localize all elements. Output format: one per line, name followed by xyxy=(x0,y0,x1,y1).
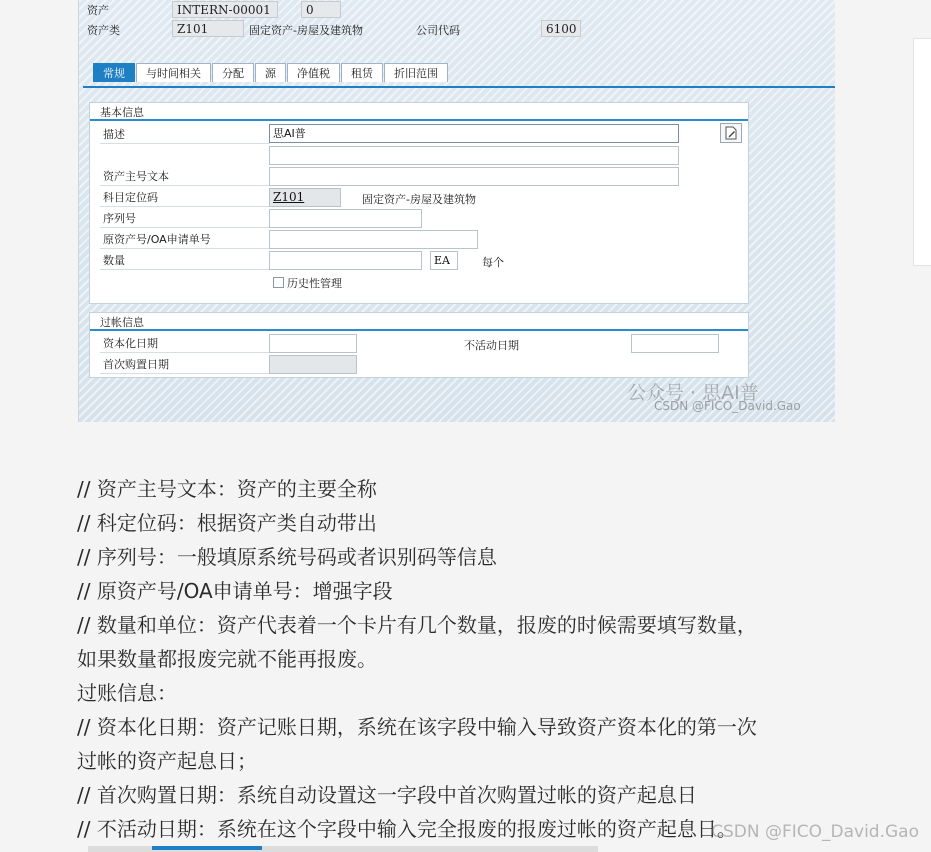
tab-underline xyxy=(83,86,835,88)
article-body xyxy=(77,472,847,846)
asset-class-field[interactable]: Z101 xyxy=(172,20,244,37)
description-label: 描述 xyxy=(100,125,270,144)
next-image-accent xyxy=(152,846,262,850)
unit-input[interactable]: EA xyxy=(430,251,458,270)
article-line: 如果数量都报废完就不能再报废。 xyxy=(77,647,377,671)
article-line: // 资本化日期：资产记账日期，系统在该字段中输入导致资产资本化的第一次 xyxy=(77,715,757,739)
article-line: // 数量和单位：资产代表着一个卡片有几个数量，报废的时候需要填写数量， xyxy=(77,613,757,637)
tab-origin[interactable]: 源 xyxy=(255,63,286,82)
main-number-text-label: 资产主号文本 xyxy=(100,167,270,186)
serial-number-label: 序列号 xyxy=(100,209,270,228)
account-determination-field[interactable]: Z101 xyxy=(269,188,341,207)
description-line2-input[interactable] xyxy=(269,146,679,165)
capitalization-date-label: 资本化日期 xyxy=(100,334,270,353)
serial-number-input[interactable] xyxy=(269,209,422,228)
posting-info-title: 过帐信息 xyxy=(100,316,144,329)
company-code-label: 公司代码 xyxy=(416,24,460,37)
deactivation-date-label: 不活动日期 xyxy=(464,339,519,352)
original-asset-label: 原资产号/OA申请单号 xyxy=(100,230,270,249)
side-widget[interactable] xyxy=(913,38,931,266)
wechat-watermark: 公众号 · 思AI普 xyxy=(627,382,759,404)
asset-label: 资产 xyxy=(87,4,109,17)
deactivation-date-input[interactable] xyxy=(631,334,719,353)
edit-document-icon xyxy=(725,126,738,143)
basic-info-rule xyxy=(90,119,748,121)
asset-class-label: 资产类 xyxy=(87,24,120,37)
tab-strip xyxy=(93,63,449,83)
article-line: // 原资产号/OA申请单号：增强字段 xyxy=(77,579,393,603)
page-watermark: CSDN @FICO_David.Gao xyxy=(711,822,919,842)
next-image-strip xyxy=(88,846,598,852)
long-text-button[interactable] xyxy=(720,123,742,143)
article-line: // 首次购置日期：系统自动设置这一字段中首次购置过帐的资产起息日 xyxy=(77,783,697,807)
article-line: 过帐的资产起息日； xyxy=(77,749,257,773)
original-asset-input[interactable] xyxy=(269,230,478,249)
tab-allocations[interactable]: 分配 xyxy=(212,63,254,82)
article-line: // 序列号：一般填原系统号码或者识别码等信息 xyxy=(77,545,497,569)
history-label: 历史性管理 xyxy=(287,277,342,290)
description-input[interactable]: 思AI普 xyxy=(269,124,679,143)
basic-info-title: 基本信息 xyxy=(100,106,144,119)
tab-leasing[interactable]: 租赁 xyxy=(341,63,383,82)
article-line: // 资产主号文本：资产的主要全称 xyxy=(77,477,377,501)
capitalization-date-input[interactable] xyxy=(269,334,357,353)
sap-screenshot xyxy=(78,0,835,422)
account-determination-label: 科目定位码 xyxy=(100,188,270,207)
csdn-watermark: CSDN @FICO_David.Gao xyxy=(654,399,801,413)
tab-depreciation-areas[interactable]: 折旧范围 xyxy=(384,63,448,82)
tab-net-worth-tax[interactable]: 净值税 xyxy=(287,63,340,82)
asset-class-desc: 固定资产-房屋及建筑物 xyxy=(249,24,363,37)
quantity-input[interactable] xyxy=(269,251,422,270)
company-code-field[interactable]: 6100 xyxy=(541,20,581,37)
account-determination-desc: 固定资产-房屋及建筑物 xyxy=(362,193,476,206)
unit-description: 每个 xyxy=(482,256,504,269)
article-line: // 科定位码：根据资产类自动带出 xyxy=(77,511,377,535)
quantity-label: 数量 xyxy=(100,251,270,270)
basic-info-panel xyxy=(89,102,749,304)
history-checkbox[interactable] xyxy=(273,277,284,288)
first-acquisition-label: 首次购置日期 xyxy=(100,355,270,374)
asset-number-field[interactable]: INTERN-00001 xyxy=(172,1,278,18)
first-acquisition-field xyxy=(269,355,357,374)
tab-time-dependent[interactable]: 与时间相关 xyxy=(136,63,211,82)
main-number-text-input[interactable] xyxy=(269,167,679,186)
asset-subnumber-field[interactable]: 0 xyxy=(301,1,341,18)
tab-general[interactable]: 常规 xyxy=(93,63,135,82)
posting-info-panel xyxy=(89,312,749,378)
article-line: // 不活动日期：系统在这个字段中输入完全报废的报废过帐的资产起息日。 xyxy=(77,817,737,841)
posting-info-rule xyxy=(90,329,748,331)
article-line: 过账信息： xyxy=(77,681,177,705)
